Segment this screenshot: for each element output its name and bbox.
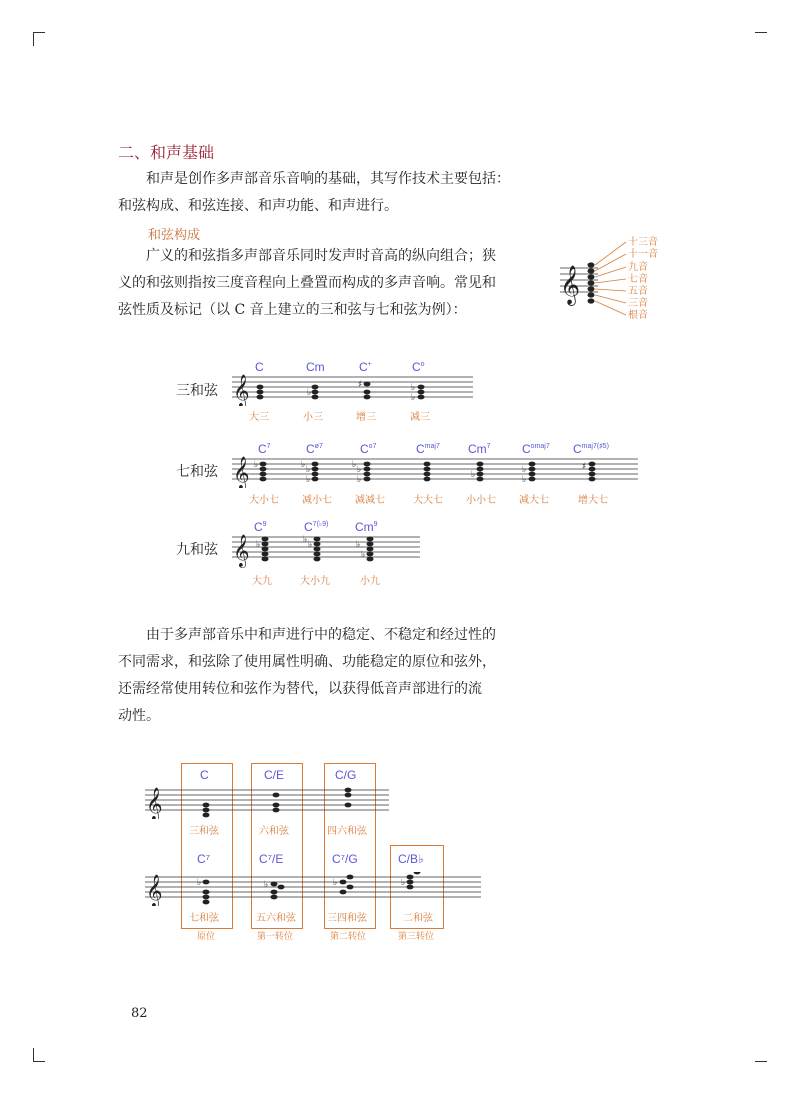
inversion-name: 三四和弦 — [327, 913, 367, 924]
staff-sevenths — [230, 452, 640, 488]
chord-symbol: $C^{omaj7}$ — [522, 442, 550, 456]
svg-text:♭: ♭ — [301, 460, 306, 470]
chord-symbol: $C^{o7}$ — [360, 442, 377, 456]
intro-line-2: 和弦构成、和弦连接、和声功能、和声进行。 — [118, 198, 398, 214]
interval-label-5: 五音 — [628, 286, 648, 297]
svg-text:♭: ♭ — [254, 460, 259, 470]
chord-quality: 减小七 — [302, 495, 332, 506]
svg-text:♯: ♯ — [358, 380, 363, 390]
crop-mark — [33, 32, 45, 33]
svg-text:♭: ♭ — [522, 465, 527, 475]
inversion-line-3: 还需经常使用转位和弦作为替代，以获得低音声部进行的流 — [118, 681, 482, 697]
inversion-name: 五六和弦 — [256, 913, 296, 924]
interval-label-3: 三音 — [628, 298, 648, 309]
inversion-line-1: 由于多声部音乐中和声进行中的稳定、不稳定和经过性的 — [146, 627, 496, 643]
inversion-symbol: C⁷ — [197, 852, 211, 866]
chord-symbol: $C^o$ — [412, 360, 425, 374]
chord-quality: 增大七 — [578, 495, 608, 506]
chord-symbol: $C^9$ — [254, 520, 267, 534]
svg-text:♭: ♭ — [352, 460, 357, 470]
row-label-triads: 三和弦 — [176, 383, 218, 399]
interval-stack-figure — [558, 234, 688, 326]
interval-label-9: 九音 — [628, 262, 648, 273]
treble-clef-icon: 𝄞 — [146, 787, 163, 819]
row-label-sevenths: 七和弦 — [176, 464, 218, 480]
crop-mark — [755, 1061, 767, 1062]
svg-text:♭: ♭ — [471, 470, 476, 480]
chord-symbol: $C^7$ — [258, 442, 271, 456]
crop-mark — [33, 32, 34, 46]
chord-symbol: C+ — [359, 360, 372, 374]
inversion-name: 六和弦 — [259, 826, 289, 837]
inversion-paragraph — [118, 622, 518, 730]
inversion-symbol: C⁷/G — [332, 852, 358, 866]
chord-quality: 大小九 — [300, 576, 330, 587]
treble-clef-icon: 𝄞 — [146, 874, 163, 906]
staff-ninths — [230, 530, 422, 570]
chord-symbol: $C^{7(♭9)}$ — [304, 520, 329, 534]
svg-text:♭: ♭ — [197, 878, 202, 888]
intro-line-1: 和声是创作多声部音乐音响的基础，其写作技术主要包括： — [146, 171, 510, 187]
treble-clef-icon: 𝄞 — [233, 374, 250, 406]
svg-text:♭: ♭ — [356, 540, 361, 550]
chord-quality: 减三 — [410, 412, 430, 423]
row-label-ninths: 九和弦 — [176, 542, 218, 558]
definition-paragraph — [118, 243, 518, 324]
chord-symbol: $C^{ø7}$ — [306, 442, 323, 456]
inversion-line-4: 动性。 — [118, 708, 160, 724]
interval-label-13: 十三音 — [628, 237, 658, 248]
crop-mark — [755, 32, 767, 33]
svg-text:♭: ♭ — [333, 878, 338, 888]
svg-text:♭: ♭ — [357, 475, 362, 485]
treble-clef-icon: 𝄞 — [233, 456, 250, 488]
section-heading: 二、和声基础 — [118, 143, 215, 162]
chord-quality: 小三 — [303, 412, 323, 423]
inversion-name: 七和弦 — [189, 913, 219, 924]
inversion-name: 四六和弦 — [327, 826, 367, 837]
svg-text:♭: ♭ — [401, 878, 406, 888]
treble-clef-icon: 𝄞 — [560, 265, 581, 305]
svg-text:♭: ♭ — [303, 535, 308, 545]
inversion-name: 三和弦 — [189, 826, 219, 837]
svg-text:♯: ♯ — [582, 462, 587, 472]
interval-label-root: 根音 — [628, 310, 648, 321]
inversion-name: 二和弦 — [403, 913, 433, 924]
chord-symbol: Cm$^7$ — [468, 442, 491, 456]
chord-quality: 大大七 — [413, 495, 443, 506]
position-label: 原位 — [197, 932, 216, 942]
inversion-symbol: C/B♭ — [398, 852, 424, 866]
definition-line-3: 弦性质及标记（以 C 音上建立的三和弦与七和弦为例）： — [118, 302, 467, 318]
crop-mark — [33, 1061, 45, 1062]
svg-text:♭: ♭ — [256, 540, 261, 550]
staff-inversions-triads — [143, 785, 391, 819]
inversion-symbol: C/E — [264, 768, 285, 782]
inversion-symbol: C⁷/E — [259, 852, 284, 866]
position-label: 第一转位 — [257, 932, 294, 942]
svg-text:♭: ♭ — [522, 475, 527, 485]
definition-line-1: 广义的和弦指多声部音乐同时发声时音高的纵向组合；狭 — [146, 248, 496, 264]
interval-label-11: 十一音 — [628, 249, 658, 260]
svg-text:♭: ♭ — [264, 880, 269, 890]
treble-clef-icon: 𝄞 — [233, 534, 250, 567]
intro-paragraph — [118, 166, 518, 220]
staff-triads — [230, 370, 475, 406]
chord-quality: 大九 — [252, 576, 272, 587]
chord-quality: 小九 — [360, 576, 380, 587]
svg-text:♭: ♭ — [411, 383, 416, 393]
svg-text:♭: ♭ — [306, 475, 311, 485]
svg-text:♭: ♭ — [306, 465, 311, 475]
chord-quality: 减大七 — [519, 495, 549, 506]
chord-symbol: Cm — [306, 360, 325, 374]
crop-mark — [33, 1048, 34, 1062]
svg-text:♭: ♭ — [357, 465, 362, 475]
chord-quality: 大小七 — [249, 495, 279, 506]
svg-text:♭: ♭ — [307, 388, 312, 398]
interval-label-7: 七音 — [628, 274, 648, 285]
position-label: 第三转位 — [398, 932, 435, 942]
staff-inversions-sevenths — [143, 872, 483, 906]
chord-symbol: Cm$^9$ — [355, 520, 378, 534]
svg-text:♭: ♭ — [361, 550, 366, 560]
chord-quality: 减减七 — [355, 495, 385, 506]
svg-text:♭: ♭ — [308, 540, 313, 550]
chord-symbol: $C^{maj7(♯5)}$ — [573, 442, 609, 456]
chord-symbol: $C^{maj7}$ — [416, 442, 440, 456]
definition-line-2: 义的和弦则指按三度音程向上叠置而构成的多声音响。常见和 — [118, 275, 496, 291]
inversion-line-2: 不同需求，和弦除了使用属性明确、功能稳定的原位和弦外， — [118, 654, 496, 670]
position-label: 第二转位 — [330, 932, 367, 942]
page-number: 82 — [131, 1006, 148, 1021]
subheading: 和弦构成 — [148, 228, 201, 243]
chord-symbol: C — [255, 360, 264, 374]
inversion-symbol: C/G — [335, 768, 357, 782]
chord-quality: 小小七 — [466, 495, 496, 506]
chord-quality: 大三 — [249, 412, 269, 423]
svg-text:♭: ♭ — [411, 393, 416, 403]
inversion-symbol: C — [200, 768, 209, 782]
chord-quality: 增三 — [356, 412, 376, 423]
